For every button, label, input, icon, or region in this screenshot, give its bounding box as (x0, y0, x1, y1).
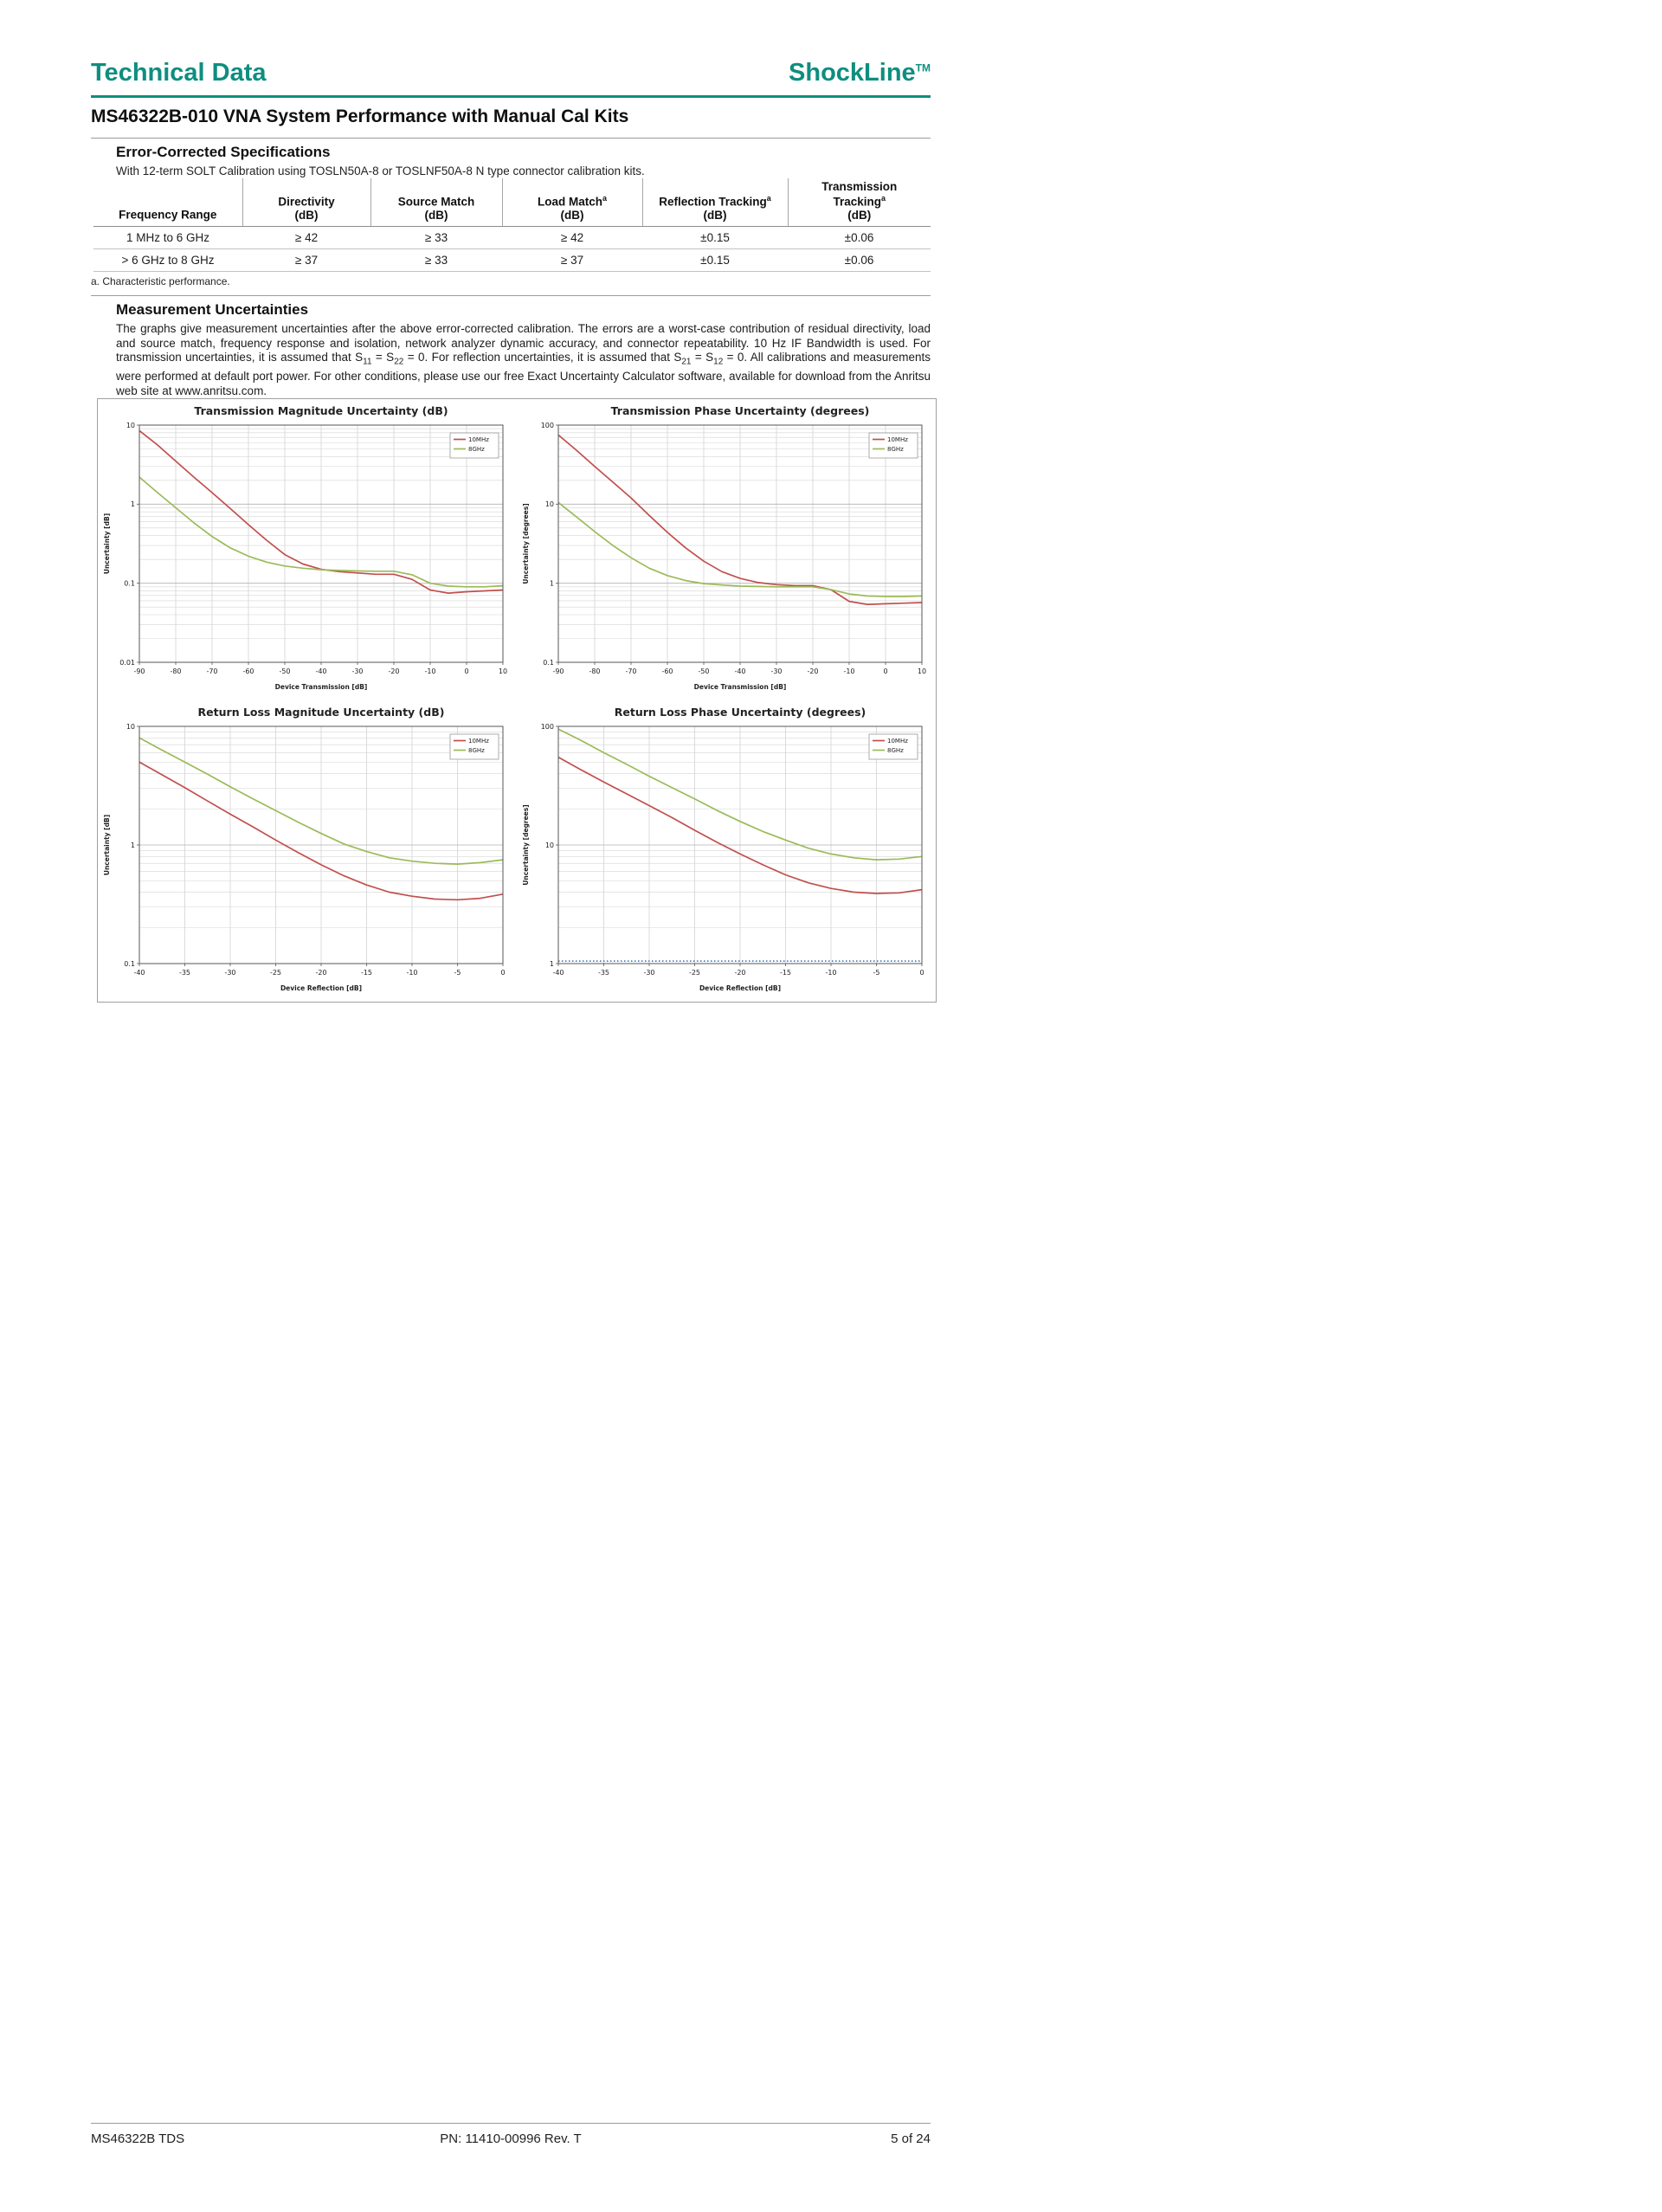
col-unit: (dB) (847, 208, 872, 222)
paragraph-text: = 0. For reflection uncertainties, it is assumed that S (403, 351, 682, 364)
svg-text:Device Transmission [dB]: Device Transmission [dB] (693, 683, 787, 691)
svg-text:-70: -70 (625, 667, 637, 675)
table-row (93, 227, 931, 249)
svg-text:8GHz: 8GHz (468, 747, 485, 755)
chart-return-loss-magnitude-uncertainty (100, 704, 515, 998)
svg-text:-5: -5 (454, 969, 461, 977)
svg-text:0.1: 0.1 (124, 959, 135, 968)
svg-text:10: 10 (498, 667, 508, 675)
svg-text:-5: -5 (873, 969, 880, 977)
cell-reflection-tracking: ±0.15 (642, 249, 788, 272)
svg-text:-10: -10 (424, 667, 436, 675)
svg-text:8GHz: 8GHz (887, 446, 904, 454)
svg-text:-40: -40 (133, 969, 145, 977)
svg-text:-30: -30 (224, 969, 236, 977)
svg-text:-30: -30 (351, 667, 364, 675)
cell-reflection-tracking: ±0.15 (642, 227, 788, 249)
svg-text:10MHz: 10MHz (468, 738, 489, 745)
svg-text:0: 0 (919, 969, 924, 977)
svg-text:-20: -20 (734, 969, 746, 977)
s-parameter-subscript: 12 (713, 357, 724, 367)
section-heading-measurement-uncertainties: Measurement Uncertainties (116, 301, 309, 318)
page-header (91, 59, 931, 87)
svg-text:-30: -30 (770, 667, 783, 675)
svg-text:-20: -20 (807, 667, 819, 675)
footer-doc-name: MS46322B TDS (91, 2131, 185, 2146)
svg-text:-60: -60 (242, 667, 254, 675)
svg-text:0: 0 (500, 969, 506, 977)
svg-text:Device Reflection [dB]: Device Reflection [dB] (280, 984, 363, 992)
svg-text:Transmission Phase Uncertainty: Transmission Phase Uncertainty (degrees) (610, 404, 870, 417)
svg-text:-40: -40 (734, 667, 746, 675)
cell-directivity: ≥ 42 (242, 227, 370, 249)
svg-text:-25: -25 (269, 969, 282, 977)
section-intro-text: With 12-term SOLT Calibration using TOSLN50A-8 or TOSLNF50A-8 N type connector calibration kits. (116, 164, 645, 177)
chart-return-loss-phase-uncertainty (519, 704, 934, 998)
svg-text:-35: -35 (597, 969, 610, 977)
svg-text:100: 100 (540, 722, 554, 731)
svg-text:8GHz: 8GHz (887, 747, 904, 755)
table-header-row (93, 178, 931, 227)
page-title: MS46322B-010 VNA System Performance with Manual Cal Kits (91, 106, 629, 126)
svg-text:0: 0 (464, 667, 469, 675)
svg-text:Device Transmission [dB]: Device Transmission [dB] (274, 683, 368, 691)
svg-text:-35: -35 (178, 969, 191, 977)
svg-text:Uncertainty [dB]: Uncertainty [dB] (103, 513, 111, 575)
col-sup: a (766, 193, 771, 203)
svg-text:-10: -10 (406, 969, 418, 977)
svg-text:-90: -90 (552, 667, 564, 675)
cell-source-match: ≥ 33 (370, 227, 502, 249)
col-sup: a (602, 193, 608, 203)
footer-divider (91, 2123, 931, 2124)
col-unit: (dB) (560, 208, 584, 222)
svg-text:1: 1 (130, 500, 135, 509)
footer-part-number: PN: 11410-00996 Rev. T (440, 2131, 582, 2146)
cell-load-match: ≥ 42 (502, 227, 642, 249)
svg-text:-10: -10 (843, 667, 855, 675)
paragraph-text: = S (691, 351, 714, 364)
svg-text:10: 10 (544, 841, 554, 849)
svg-text:0.01: 0.01 (119, 658, 135, 667)
svg-text:Return Loss Phase Uncertainty: Return Loss Phase Uncertainty (degrees) (614, 706, 866, 719)
svg-text:-80: -80 (589, 667, 601, 675)
cell-transmission-tracking: ±0.06 (788, 227, 931, 249)
footer-page-number: 5 of 24 (891, 2131, 931, 2146)
col-unit: (dB) (294, 208, 319, 222)
svg-text:10MHz: 10MHz (468, 436, 489, 444)
cell-frequency-range: 1 MHz to 6 GHz (93, 227, 242, 249)
title-divider (91, 138, 931, 139)
svg-text:-15: -15 (360, 969, 373, 977)
col-title: Source Match (397, 195, 475, 209)
trademark-sup: TM (915, 61, 931, 74)
svg-text:-25: -25 (688, 969, 701, 977)
svg-text:10MHz: 10MHz (887, 436, 908, 444)
paragraph-text: = 0. All calibrations and measurements were performed at default port power. For other conditions, please use our free Exact Uncertainty Calculator software, available for download from the Anritsu web site at www.anritsu.com. (116, 351, 931, 398)
table-footnote: a. Characteristic performance. (91, 275, 230, 287)
svg-text:1: 1 (549, 959, 554, 968)
spec-table (93, 178, 931, 272)
section-heading-error-corrected: Error-Corrected Specifications (116, 144, 331, 160)
table-row (93, 249, 931, 272)
svg-text:-15: -15 (779, 969, 792, 977)
col-header-source-match (370, 178, 502, 227)
svg-text:-40: -40 (315, 667, 327, 675)
svg-text:0.1: 0.1 (543, 658, 554, 667)
paragraph-text: = S (371, 351, 395, 364)
cell-load-match: ≥ 37 (502, 249, 642, 272)
chart-svg (519, 704, 934, 998)
svg-text:-80: -80 (170, 667, 182, 675)
measurement-uncertainties-paragraph (116, 322, 931, 399)
col-unit: (dB) (424, 208, 448, 222)
col-header-frequency-range (93, 178, 242, 227)
svg-text:-50: -50 (698, 667, 710, 675)
s-parameter-subscript: 11 (363, 357, 372, 367)
paragraph-text: The graphs give measurement uncertainties after the above error-corrected calibration. The errors are a worst-case contribution of residual directivity, load and source match, frequency response and isolation, network analyzer dynamic accuracy, and connector repeatability. 10 Hz IF Bandwidth is used. For transmission uncertainties, it is assumed that S (116, 322, 931, 364)
cell-directivity: ≥ 37 (242, 249, 370, 272)
chart-svg (519, 403, 934, 697)
col-title: Transmission Tracking (821, 180, 898, 209)
col-header-load-match (502, 178, 642, 227)
svg-text:10MHz: 10MHz (887, 738, 908, 745)
svg-text:-30: -30 (643, 969, 655, 977)
svg-text:-10: -10 (825, 969, 837, 977)
chart-transmission-magnitude-uncertainty (100, 403, 515, 697)
s-parameter-subscript: 21 (681, 357, 692, 367)
col-title: Directivity (278, 195, 335, 209)
brand-logo (789, 59, 931, 87)
svg-text:-60: -60 (661, 667, 673, 675)
col-title: Frequency Range (119, 208, 217, 222)
col-title: Reflection Tracking (659, 195, 767, 209)
svg-text:0.1: 0.1 (124, 579, 135, 588)
cell-source-match: ≥ 33 (370, 249, 502, 272)
spec-table-container (93, 178, 931, 272)
svg-text:Uncertainty [dB]: Uncertainty [dB] (103, 814, 111, 876)
svg-text:Uncertainty [degrees]: Uncertainty [degrees] (522, 503, 530, 584)
chart-transmission-phase-uncertainty (519, 403, 934, 697)
svg-text:Uncertainty [degrees]: Uncertainty [degrees] (522, 804, 530, 886)
section-divider (91, 295, 931, 296)
svg-text:10: 10 (126, 421, 135, 429)
svg-text:-50: -50 (279, 667, 291, 675)
col-header-transmission-tracking (788, 178, 931, 227)
col-header-reflection-tracking (642, 178, 788, 227)
col-title: Load Match (537, 195, 602, 209)
chart-svg (100, 403, 515, 697)
svg-text:10: 10 (126, 722, 135, 731)
svg-text:Transmission Magnitude Uncerta: Transmission Magnitude Uncertainty (dB) (194, 404, 448, 417)
col-unit: (dB) (703, 208, 727, 222)
header-title: Technical Data (91, 59, 267, 87)
svg-text:1: 1 (130, 841, 135, 849)
header-divider (91, 95, 931, 98)
col-sup: a (881, 193, 886, 203)
svg-text:10: 10 (544, 500, 554, 509)
svg-text:0: 0 (883, 667, 888, 675)
svg-text:Device Reflection [dB]: Device Reflection [dB] (699, 984, 782, 992)
cell-transmission-tracking: ±0.06 (788, 249, 931, 272)
cell-frequency-range: > 6 GHz to 8 GHz (93, 249, 242, 272)
svg-text:Return Loss Magnitude Uncertai: Return Loss Magnitude Uncertainty (dB) (197, 706, 445, 719)
svg-text:-20: -20 (388, 667, 400, 675)
svg-text:-40: -40 (552, 969, 564, 977)
svg-text:10: 10 (917, 667, 927, 675)
svg-text:-90: -90 (133, 667, 145, 675)
svg-text:100: 100 (540, 421, 554, 429)
svg-text:-70: -70 (206, 667, 218, 675)
svg-text:8GHz: 8GHz (468, 446, 485, 454)
col-header-directivity (242, 178, 370, 227)
svg-text:1: 1 (549, 579, 554, 588)
s-parameter-subscript: 22 (394, 357, 404, 367)
uncertainty-charts-panel (97, 398, 937, 1003)
brand-text: ShockLine (789, 59, 916, 87)
svg-text:-20: -20 (315, 969, 327, 977)
chart-svg (100, 704, 515, 998)
